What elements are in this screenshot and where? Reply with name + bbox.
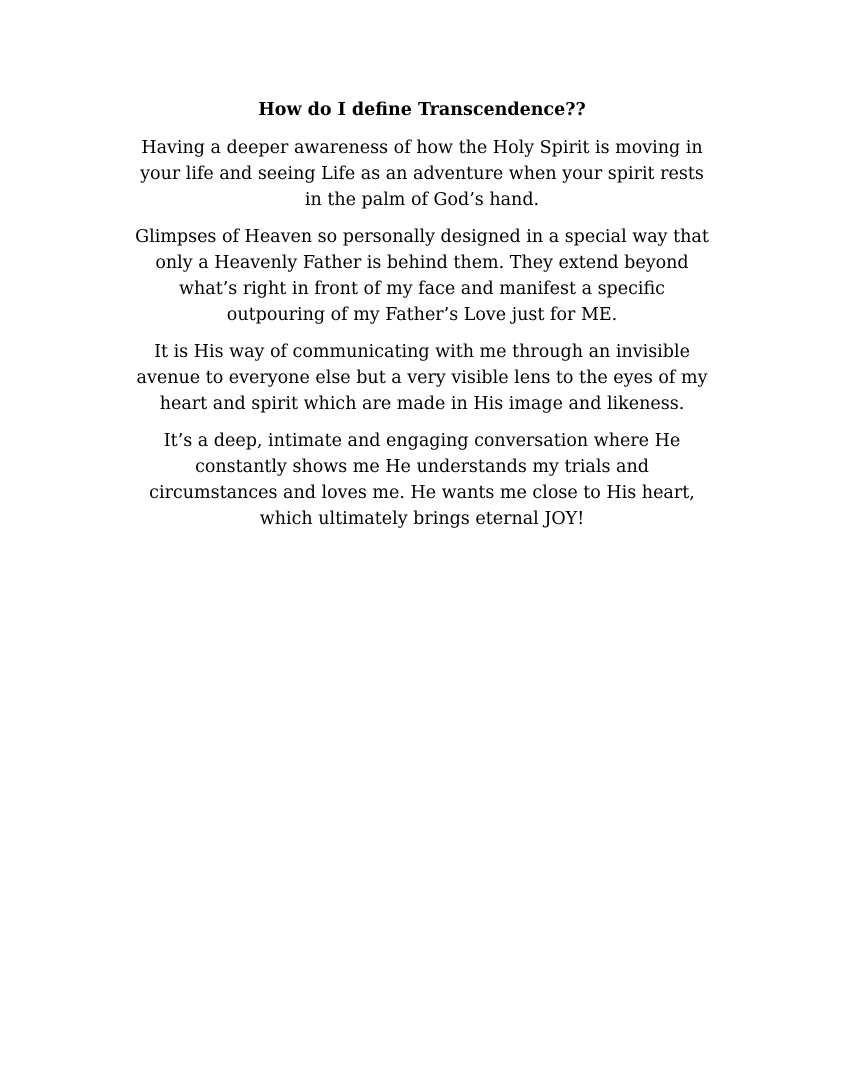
paragraph-4 bbox=[100, 428, 744, 532]
paragraph-3 bbox=[100, 339, 744, 417]
paragraph-line: Having a deeper awareness of how the Holy Spirit is moving in bbox=[141, 138, 703, 158]
paragraph-line: circumstances and loves me. He wants me close to His heart, bbox=[149, 483, 695, 503]
document-body bbox=[100, 98, 744, 543]
paragraph-line: what’s right in front of my face and manifest a specific bbox=[179, 279, 665, 299]
paragraph-2 bbox=[100, 224, 744, 328]
paragraph-line: Glimpses of Heaven so personally designed in a special way that bbox=[135, 227, 709, 247]
paragraph-line: outpouring of my Father’s Love just for ME. bbox=[226, 305, 618, 325]
paragraph-line: avenue to everyone else but a very visible lens to the eyes of my bbox=[136, 368, 708, 388]
paragraph-line: It is His way of communicating with me through an invisible bbox=[154, 342, 690, 362]
paragraph-line: It’s a deep, intimate and engaging conversation where He bbox=[163, 431, 681, 451]
paragraph-line: in the palm of God’s hand. bbox=[304, 190, 540, 210]
paragraph-line: which ultimately brings eternal JOY! bbox=[259, 509, 585, 529]
paragraph-line: constantly shows me He understands my trials and bbox=[195, 457, 649, 477]
paragraph-line: heart and spirit which are made in His image and likeness. bbox=[159, 394, 685, 414]
paragraph-line: only a Heavenly Father is behind them. They extend beyond bbox=[155, 253, 689, 273]
document-title: How do I define Transcendence?? bbox=[258, 100, 586, 120]
paragraph-line: your life and seeing Life as an adventure when your spirit rests bbox=[140, 164, 704, 184]
paragraph-1 bbox=[100, 135, 744, 213]
